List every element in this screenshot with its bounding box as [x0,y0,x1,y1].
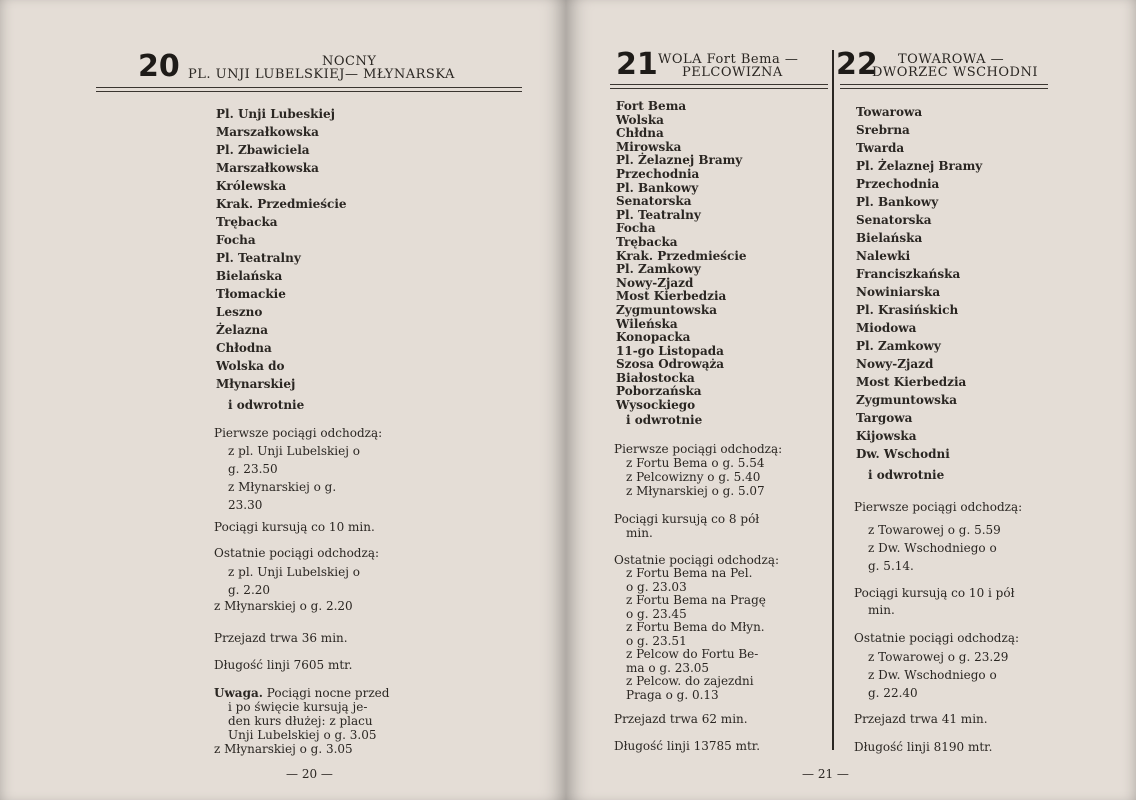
route-21-length: Długość linji 13785 mtr. [614,739,761,753]
route-22-last-trains [868,648,1008,702]
route-21-stop: Nowy-Zjazd [616,275,694,290]
route-20-frequency: Pociągi kursują co 10 min. [214,520,375,534]
route-22-length: Długość linji 8190 mtr. [854,740,993,754]
route-21-stop: Poborzańska [616,384,702,399]
route-22-first-train-line: g. 5.14. [868,559,914,573]
route-22-stop: Dw. Wschodni [856,447,950,461]
route-20-note-line-3: den kurs dłużej: z placu [228,714,373,728]
route-21-stop: Fort Bema [616,99,687,113]
route-21-last-train-line: z Fortu Bema na Pragę [626,593,766,607]
route-22-stop: Targowa [856,411,913,425]
route-22-title-line2: DWORZEC WSCHODNI [872,65,1038,80]
route-21-stop: Most Kierbedzia [616,289,727,304]
route-21-last-trains [626,567,766,702]
route-20-stop: Pl. Unji Lubeskiej [216,107,335,121]
route-22-stop: Pl. Bankowy [856,195,939,209]
route-22-stop: Franciszkańska [856,267,961,281]
route-22-stop: Zygmuntowska [856,393,957,407]
route-21-title-line1: WOLA Fort Bema — [658,52,799,67]
route-21-first-trains [626,456,765,498]
route-20-length: Długość linji 7605 mtr. [214,658,353,672]
route-21-last-train-line: z Pelcow do Fortu Be- [626,647,759,661]
route-22-stop: Miodowa [856,321,917,335]
route-20-stop: Królewska [216,179,287,193]
route-20-first-train-line: g. 23.50 [228,462,278,476]
route-21-last-train-line: o g. 23.45 [626,606,687,621]
route-22-title-line1: TOWAROWA — [898,52,1005,67]
route-20-stop-list [216,105,347,393]
route-21-duration: Przejazd trwa 62 min. [614,712,748,726]
route-22-number: 22 [836,47,878,82]
route-20-last-trains [228,563,360,599]
route-22-last-train-line: z Towarowej o g. 23.29 [868,650,1009,664]
route-21-stop: Pl. Bankowy [616,180,699,195]
route-20-first-train-line: z pl. Unji Lubelskiej o [228,444,360,458]
route-20-title-line1: NOCNY [322,54,377,69]
route-21-last-train-line: o g. 23.51 [626,633,687,648]
route-22-last-train-line: z Dw. Wschodniego o [868,668,997,682]
route-22-first-train-line: z Towarowej o g. 5.59 [868,523,1001,537]
route-21-stop: Chłdna [616,126,664,141]
route-20-stop: Trębacka [216,215,278,229]
route-21-header-rule [610,84,828,89]
route-20-stop: Żelazna [216,323,269,337]
route-21-stop: Focha [616,221,656,236]
route-22-stop: Pl. Zamkowy [856,339,941,353]
route-20-return-note: i odwrotnie [228,398,305,412]
route-21-last-train-line: z Fortu Bema do Młyn. [626,620,765,634]
route-20-stop: Wolska do [216,359,285,373]
route-21-stop: Wysockiego [616,398,696,413]
route-21-stop: Trębacka [616,234,678,249]
route-21-last-train-line: o g. 23.03 [626,579,687,594]
route-21-stop: Senatorska [616,194,692,209]
route-20-first-trains-label: Pierwsze pociągi odchodzą: [214,426,383,440]
route-20-number: 20 [138,49,180,84]
route-20-note-line-2: i po święcie kursują je- [228,700,368,714]
route-21-stop: Białostocka [616,370,695,385]
page-number-20: — 20 — [286,767,333,781]
route-20-note-last: z Młynarskiej o g. 3.05 [214,742,353,756]
header-rule [96,87,522,92]
left-page [0,0,566,800]
route-20-stop: Marszałkowska [216,125,319,139]
route-22-first-train-line: z Dw. Wschodniego o [868,541,997,555]
route-20-last-train-line: g. 2.20 [228,583,271,597]
route-21-last-train-line: z Pelcow. do zajezdni [626,674,754,688]
route-20-duration: Przejazd trwa 36 min. [214,631,348,645]
route-20-stop: Chłodna [216,341,272,355]
route-22-stop: Nowy-Zjazd [856,357,934,371]
route-20-first-train-line: z Młynarskiej o g. [228,480,337,494]
route-22-frequency-line2: min. [868,603,895,617]
route-21-return-note: i odwrotnie [626,413,703,427]
route-22-stop: Pl. Krasińskich [856,303,959,317]
route-20-title-line2: PL. UNJI LUBELSKIEJ— MŁYNARSKA [188,67,455,82]
route-22-stop: Kijowska [856,429,917,443]
route-21-last-train-line: Praga o g. 0.13 [626,687,719,702]
route-21-stop: Szosa Odrowąża [616,357,725,372]
route-20-last-trains-label: Ostatnie pociągi odchodzą: [214,546,380,560]
route-22-last-trains-label: Ostatnie pociągi odchodzą: [854,631,1020,645]
route-21-stop: Pl. Teatralny [616,207,701,222]
route-22-duration: Przejazd trwa 41 min. [854,712,988,726]
route-22-first-trains [868,521,1001,575]
route-20-stop: Marszałkowska [216,161,319,175]
route-21-last-trains-label: Ostatnie pociągi odchodzą: [614,553,780,567]
route-20-stop: Młynarskiej [216,377,296,391]
route-21-stop: Pl. Zamkowy [616,262,701,277]
route-21-stop: Krak. Przedmieście [616,248,747,263]
route-21-stop: 11-go Listopada [616,343,724,358]
route-21-frequency-line2: min. [626,526,653,540]
route-22-stop: Towarowa [856,105,923,119]
route-21-stop-list [616,100,747,413]
route-21-last-train-line: z Fortu Bema na Pel. [626,566,753,580]
route-20-last-train-line: z pl. Unji Lubelskiej o [228,565,360,579]
route-21-first-train-line: z Fortu Bema o g. 5.54 [626,456,765,470]
route-22-first-trains-label: Pierwsze pociągi odchodzą: [854,500,1023,514]
route-20-stop: Krak. Przedmieście [216,197,347,211]
route-20-note-line-1: Pociągi nocne przed [266,686,390,700]
page-number-21: — 21 — [802,767,849,781]
route-22-header-rule [840,84,1048,89]
route-21-frequency-line1: Pociągi kursują co 8 pół [614,512,760,526]
route-22-stop: Senatorska [856,213,932,227]
route-22-frequency-line1: Pociągi kursują co 10 i pół [854,586,1015,600]
route-20-note-label: Uwaga. [214,686,263,700]
route-21-first-train-line: z Młynarskiej o g. 5.07 [626,484,765,498]
route-20-stop: Focha [216,233,256,247]
route-21-first-trains-label: Pierwsze pociągi odchodzą: [614,442,783,456]
route-20-stop: Tłomackie [216,287,286,301]
route-20-note-line-4: Unji Lubelskiej o g. 3.05 [228,728,377,742]
column-divider [832,50,834,750]
route-22-stop: Twarda [856,141,905,155]
route-22-stop: Most Kierbedzia [856,375,967,389]
route-22-return-note: i odwrotnie [868,468,945,482]
route-22-stop: Pl. Żelaznej Bramy [856,159,983,173]
route-22-stop: Nalewki [856,249,911,263]
route-21-number: 21 [616,47,658,82]
route-21-title-line2: PELCOWIZNA [682,65,783,80]
route-20-last-trains-extra: z Młynarskiej o g. 2.20 [214,599,353,613]
route-22-stop-list [856,103,982,463]
route-21-stop: Wileńska [616,316,678,331]
route-21-last-train-line: ma o g. 23.05 [626,660,710,675]
route-21-stop: Mirowska [616,139,682,154]
route-22-stop: Bielańska [856,231,923,245]
route-20-first-train-line: 23.30 [228,498,263,512]
route-21-stop: Przechodnia [616,166,700,181]
route-20-stop: Pl. Zbawiciela [216,143,310,157]
route-21-stop: Zygmuntowska [616,302,717,317]
route-20-first-trains [228,442,360,514]
route-22-stop: Przechodnia [856,177,940,191]
route-20-stop: Leszno [216,305,263,319]
route-20-stop: Bielańska [216,269,283,283]
route-20-stop: Pl. Teatralny [216,251,301,265]
route-21-stop: Pl. Żelaznej Bramy [616,153,743,168]
route-22-stop: Srebrna [856,123,910,137]
right-page [566,0,1136,800]
route-21-stop: Konopacka [616,330,691,345]
route-22-last-train-line: g. 22.40 [868,686,918,700]
route-21-stop: Wolska [616,112,664,127]
route-21-first-train-line: z Pelcowizny o g. 5.40 [626,470,761,484]
route-22-stop: Nowiniarska [856,285,941,299]
